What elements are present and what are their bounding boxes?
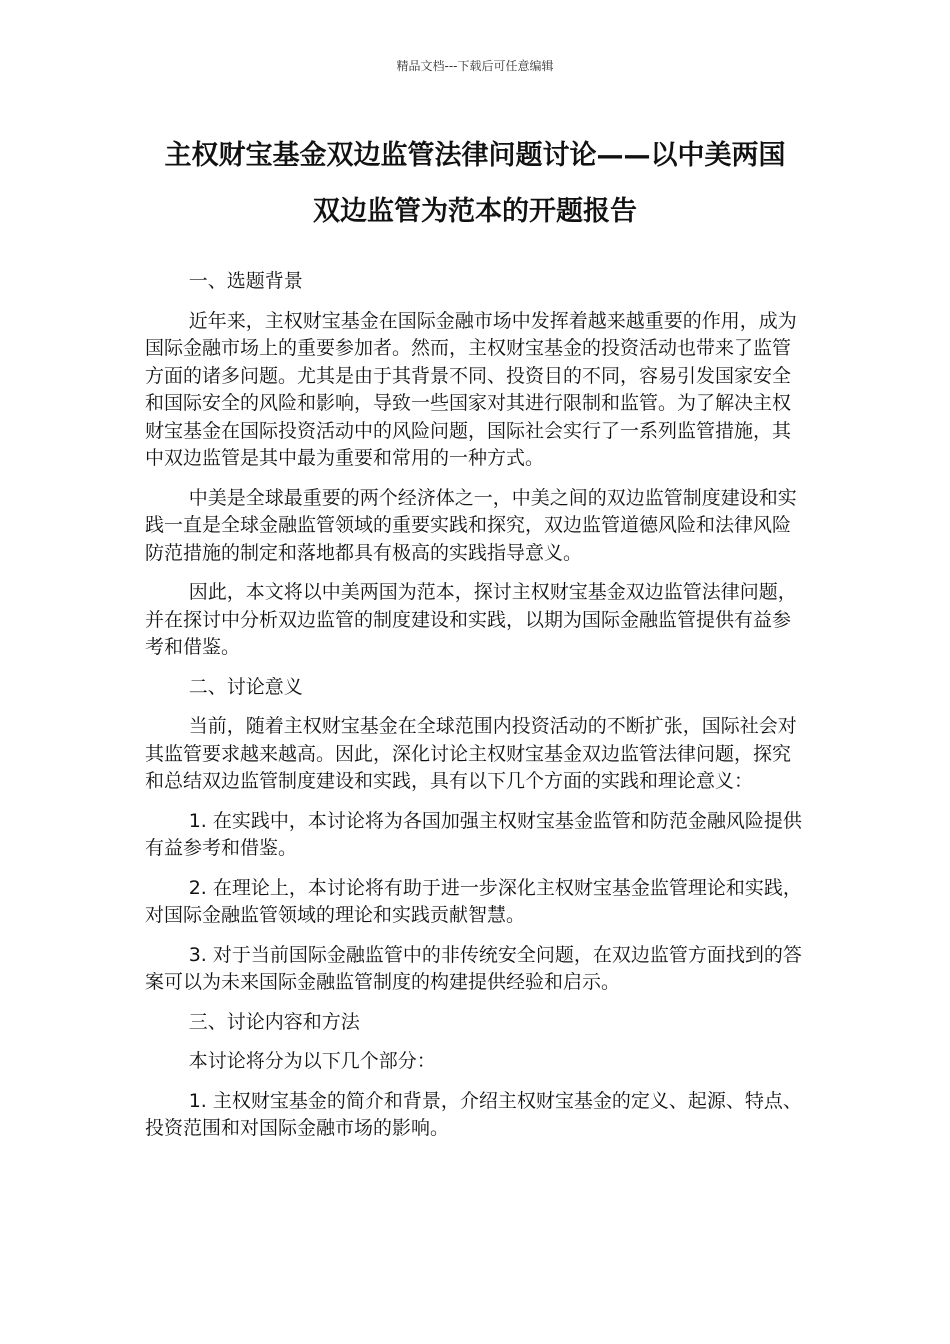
section-heading-significance: 二、讨论意义 xyxy=(188,675,303,698)
paragraph: 中美是全球最重要的两个经济体之一，中美之间的双边监管制度建设和实践一直是全球金融监管领域的重要实践和探究，双边监管道德风险和法律风险防范措施的制定和落地都具有极高的实践指导意义。 xyxy=(145,486,797,564)
document-title-line-1: 主权财宝基金双边监管法律问题讨论——以中美两国 xyxy=(164,140,786,171)
paragraph: 当前，随着主权财宝基金在全球范围内投资活动的不断扩张，国际社会对其监管要求越来越高。因此，深化讨论主权财宝基金双边监管法律问题，探究和总结双边监管制度建设和实践，具有以下几个方面的实践和理论意义： xyxy=(145,715,797,792)
section-heading-background: 一、选题背景 xyxy=(188,270,303,292)
document-title-line-2: 双边监管为范本的开题报告 xyxy=(313,196,637,227)
page-header-note: 精品文档---下载后可任意编辑 xyxy=(396,59,554,73)
list-item: 2. 在理论上，本讨论将有助于进一步深化主权财宝基金监管理论和实践，对国际金融监管领域的理论和实践贡献智慧。 xyxy=(145,876,802,926)
paragraph: 因此，本文将以中美两国为范本，探讨主权财宝基金双边监管法律问题，并在探讨中分析双边监管的制度建设和实践，以期为国际金融监管提供有益参考和借鉴。 xyxy=(145,581,797,658)
list-item: 1. 在实践中，本讨论将为各国加强主权财宝基金监管和防范金融风险提供有益参考和借鉴。 xyxy=(145,809,802,859)
section-heading-content-methods: 三、讨论内容和方法 xyxy=(188,1010,360,1033)
list-item: 3. 对于当前国际金融监管中的非传统安全问题，在双边监管方面找到的答案可以为未来国际金融监管制度的构建提供经验和启示。 xyxy=(145,943,802,993)
document-body xyxy=(145,268,805,1155)
paragraph: 近年来，主权财宝基金在国际金融市场中发挥着越来越重要的作用，成为国际金融市场上的重要参加者。然而，主权财宝基金的投资活动也带来了监管方面的诸多问题。尤其是由于其背景不同、投资目的不同，容易引发国家安全和国际安全的风险和影响，导致一些国家对其进行限制和监管。为了解决主权财宝基金在国际投资活动中的风险问题，国际社会实行了一系列监管措施，其中双边监管是其中最为重要和常用的一种方式。 xyxy=(145,309,797,469)
list-item: 1. 主权财宝基金的简介和背景，介绍主权财宝基金的定义、起源、特点、投资范围和对国际金融市场的影响。 xyxy=(145,1089,802,1139)
document-title xyxy=(120,128,830,240)
paragraph: 本讨论将分为以下几个部分： xyxy=(188,1050,436,1072)
